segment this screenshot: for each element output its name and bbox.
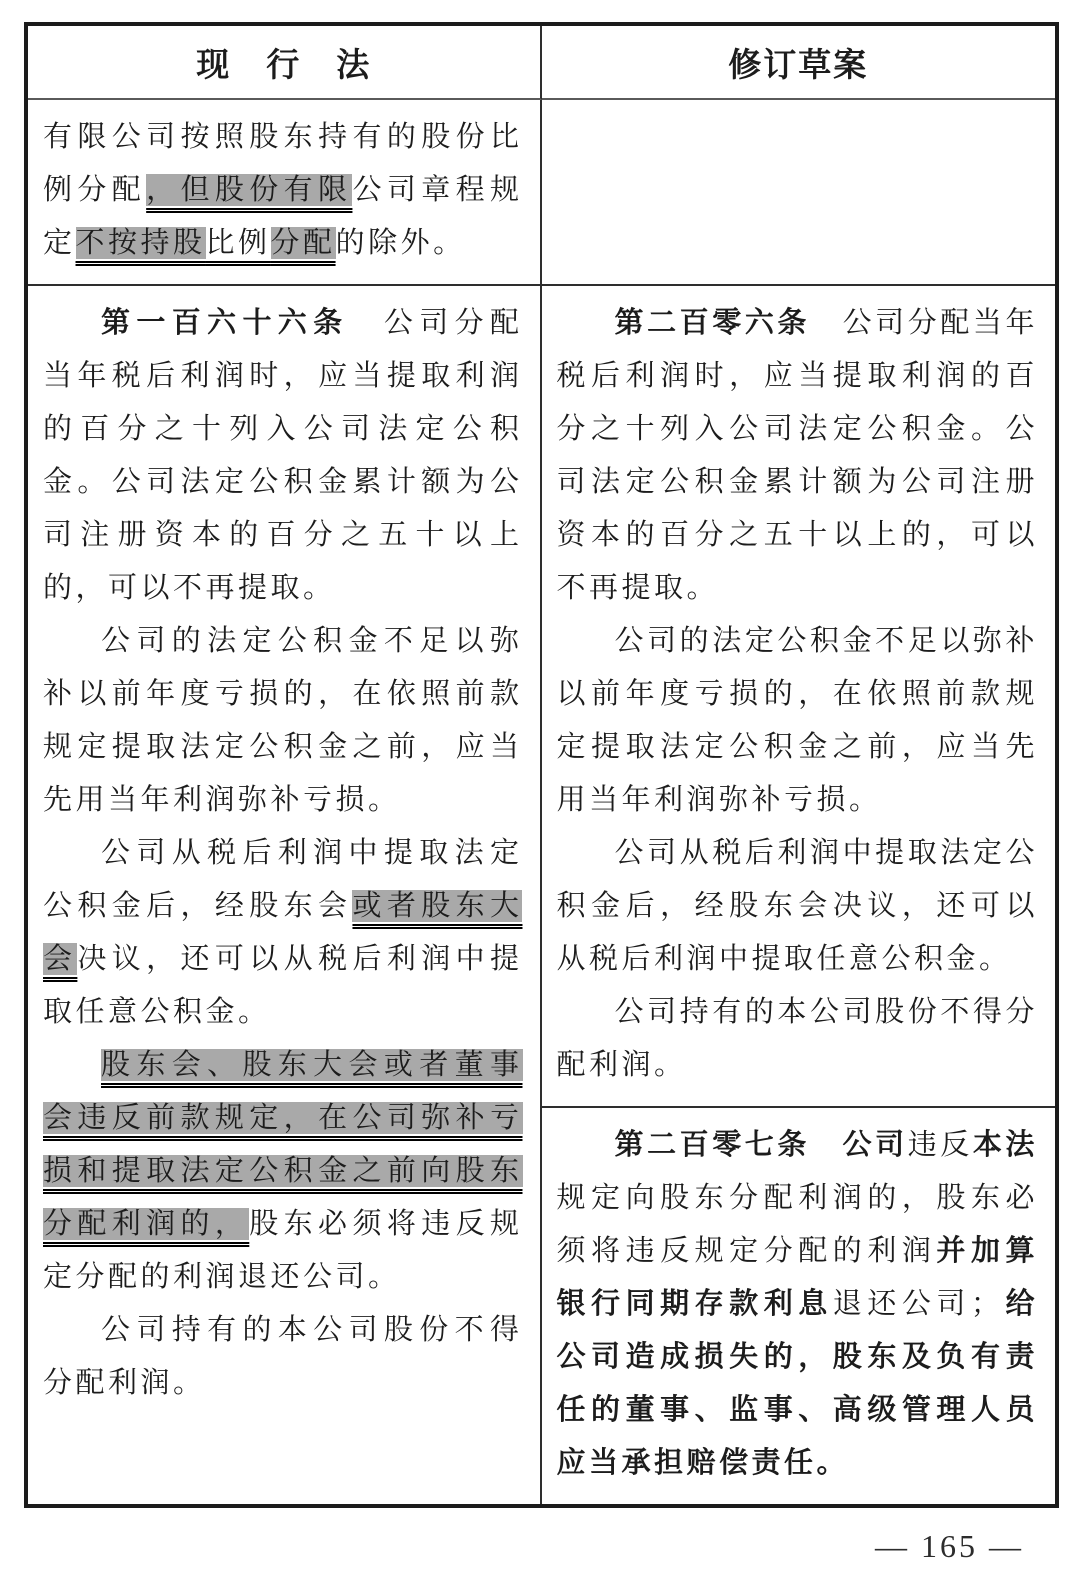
text-segment: 退还公司； [832,1288,1004,1320]
text-segment: 第二百零七条 [614,1129,810,1161]
paragraph [43,111,523,270]
paragraph [557,297,1039,615]
article-166-cell [28,286,542,1504]
text-segment: 给公司造成损失的，股东及负有责任的董事、监事、高级管理人员应当承担赔偿责任。 [556,1288,1038,1479]
paragraph [43,1039,523,1304]
text-segment: 第一百六十六条 [101,307,349,339]
text-segment: 本法 [972,1129,1038,1161]
text-segment: 股东必须将违反规定分配的利润退还公司。 [43,1208,523,1293]
text-segment: 不按持股 [75,227,206,259]
text-segment: 比例 [205,227,271,259]
text-segment [810,1129,843,1161]
revision-draft-header: 修订草案 [542,26,1056,100]
paragraph [557,986,1039,1092]
text-segment: 规定向股东分配利润的，股东必须将违反规定分配的利润 [556,1182,1038,1267]
paragraph [557,615,1039,827]
text-segment: 公司从税后利润中提取法定公积金后，经股东会决议，还可以从税后利润中提取任意公积金。 [556,837,1038,975]
text-segment: 第二百零六条 [614,307,810,339]
text-segment: 公司持有的本公司股份不得分配利润。 [43,1314,523,1399]
text-segment: ，但股份有限 [146,174,353,206]
paragraph [557,1119,1039,1490]
paragraph [43,297,523,615]
text-segment: 决议，还可以从税后利润中提取任意公积金。 [43,943,523,1028]
text-segment: 公司章程规定 [43,174,523,259]
text-segment: 股东会、股东大会或者董事会违反前款规定，在公司弥补亏损和提取法定公积金之前向股东分配利润的， [43,1049,523,1240]
paragraph [43,615,523,827]
current-law-header: 现 行 法 [28,26,542,100]
text-segment: 公司从税后利润中提取法定公积金后，经股东会 [43,837,523,922]
text-segment: 或者股东大会 [43,890,523,975]
text-segment: 公司的法定公积金不足以弥补以前年度亏损的，在依照前款规定提取法定公积金之前，应当先用当年利润弥补亏损。 [43,625,523,816]
article-206-cell [542,286,1056,1108]
paragraph [557,827,1039,986]
current-law-continued-cell [28,100,542,286]
page-number: — 165 — [875,1528,1024,1564]
text-segment: 的除外。 [335,227,466,259]
paragraph [43,1304,523,1410]
paragraph [43,827,523,1039]
revision-draft-empty-cell [542,100,1056,286]
text-segment: 并加算银行同期存款利息 [556,1235,1038,1320]
law-comparison-table [24,22,1059,1508]
text-segment: 公司的法定公积金不足以弥补以前年度亏损的，在依照前款规定提取法定公积金之前，应当先用当年利润弥补亏损。 [556,625,1038,816]
text-segment: 分配 [270,227,336,259]
text-segment: 公司 [842,1129,908,1161]
text-segment: 公司分配当年税后利润时，应当提取利润的百分之十列入公司法定公积金。公司法定公积金累计额为公司注册资本的百分之五十以上的，可以不再提取。 [43,307,523,604]
text-segment: 公司分配当年税后利润时，应当提取利润的百分之十列入公司法定公积金。公司法定公积金累计额为公司注册资本的百分之五十以上的，可以不再提取。 [556,307,1038,604]
text-segment: 公司持有的本公司股份不得分配利润。 [556,996,1038,1081]
text-segment: 有限公司按照股东持有的股份比例分配 [43,121,523,206]
text-segment: 违反 [907,1129,973,1161]
article-207-cell [542,1108,1056,1504]
